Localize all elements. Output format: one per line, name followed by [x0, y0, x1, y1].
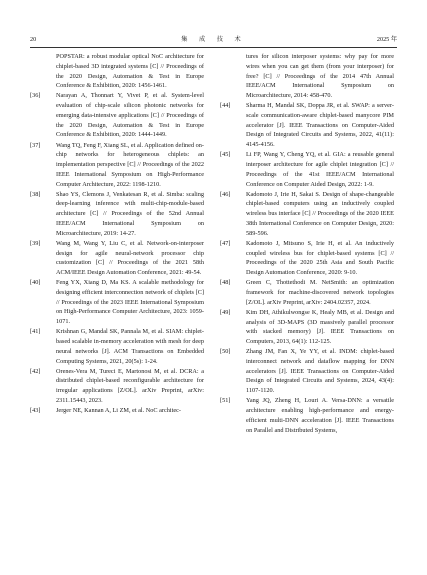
reference-text: tures for silicon interposer systems: why pay for more wires when you can get them (from your interposer) for free? [C] // Proceedings of the 2014 47th Annual IEEE/ACM International Symposium on Microarchitecture, 2014: 458-470. [246, 53, 394, 99]
reference-text: Shao YS, Clemons J, Venkatesan R, et al. Simba: scaling deep-learning inference with multi-chip-module-based architecture [C] // Proceedings of the 52nd Annual IEEE/ACM International Symposium on Microarchitecture, 2019: 14-27. [56, 190, 204, 237]
reference-number: [50] [220, 348, 231, 356]
reference-number: [49] [220, 308, 231, 316]
reference-number: [46] [220, 190, 231, 198]
reference-entry [220, 150, 394, 189]
reference-number: [39] [30, 239, 41, 247]
reference-text: Wang M, Wang Y, Liu C, et al. Network-on-interposer design for agile neural-network processor chip customization [C] // Proceedings of the 2021 58th ACM/IEEE Design Automation Conference, 2021: 49-54. [56, 239, 204, 277]
reference-text: Orenes-Vera M, Tureci E, Martonosi M, et al. DCRA: a distributed chiplet-based reconfigurable architecture for irregular applications [Z/OL]. arXiv Preprint, arXiv: 2311.15443, 2023. [56, 367, 204, 404]
reference-text: Zhang JM, Fan X, Ye YY, et al. INDM: chiplet-based interconnect network and dataflow mapping for DNN accelerators [J]. IEEE Transactions on Computer-Aided Design of Integrated Circuits and Systems, 2024, 43(4): 1107-1120. [246, 348, 394, 395]
reference-text: Kadomoto J, Mitsuno S, Irie H, et al. An inductively coupled wireless bus for chiplet-based systems [C] // Proceedings of the 2020 25th Asia and South Pacific Design Automation Conference, 2020: 9-10. [246, 239, 394, 277]
page-header [30, 34, 397, 46]
reference-entry [220, 101, 394, 150]
reference-text: Kadomoto J, Irie H, Sakai S. Design of shape-changeable chiplet-based computers using an inductively coupled wireless bus interface [C] // Proceedings of the 2020 IEEE 38th International Conference on Computer Design, 2020: 589-596. [246, 190, 394, 237]
reference-text: Green C, Thottethodi M. NetSmith: an optimization framework for machine-discovered network topologies [Z/OL]. arXiv Preprint, arXiv: 2404.02357, 2024. [246, 279, 394, 306]
reference-entry [220, 308, 394, 347]
reference-text: Kim DH, Athikulwongse K, Healy MB, et al. Design and analysis of 3D-MAPS (3D massively parallel processor with stacked memory) [J]. IEEE Transactions on Computers, 2013, 64(1): 112-125. [246, 308, 394, 346]
reference-number: [38] [30, 190, 41, 198]
reference-text: Yang JQ, Zheng H, Louri A. Versa-DNN: a versatile architecture enabling high-performance and energy-efficient multi-DNN acceleration [J]. IEEE Transactions on Parallel and Distributed Systems, [246, 397, 394, 434]
reference-number: [45] [220, 151, 231, 159]
reference-entry [220, 190, 394, 239]
reference-text: Li FP, Wang Y, Cheng YQ, et al. GIA: a reusable general interposer architecture for agile chiplet integration [C] // Proceedings of the 41st IEEE/ACM International Conference on Computer Aided Design, 2022: 1-9. [246, 151, 394, 188]
reference-entry [220, 278, 394, 307]
reference-text: Feng YX, Xiang D, Ma KS. A scalable methodology for designing efficient interconnection network of chiplets [C] // Proceedings of the 2023 IEEE International Symposium on High-Performance Computer Architecture, 2023: 1059-1071. [56, 279, 204, 326]
reference-entry [30, 367, 204, 406]
reference-entry [30, 239, 204, 278]
reference-number: [51] [220, 397, 231, 405]
reference-number: [47] [220, 239, 231, 247]
reference-text: Sharma H, Mandal SK, Doppa JR, et al. SWAP: a server-scale communication-aware chiplet-based manycore PIM accelerator [J]. IEEE Transactions on Computer-Aided Design of Integrated Circuits and Systems, 2022, 41(11): 4145-4156. [246, 102, 394, 149]
reference-number: [48] [220, 279, 231, 287]
reference-entry [220, 347, 394, 396]
reference-entry [30, 52, 204, 91]
page-number: 20 [30, 36, 37, 43]
reference-entry [30, 327, 204, 366]
reference-number: [40] [30, 279, 41, 287]
reference-number: [44] [220, 102, 231, 110]
reference-number: [41] [30, 328, 41, 336]
reference-text: Jerger NE, Kannan A, Li ZM, et al. NoC architec- [56, 407, 182, 415]
publication-year: 2025 年 [376, 36, 397, 43]
reference-entry [220, 239, 394, 278]
reference-text: Krishnan G, Mandal SK, Pannala M, et al. SIAM: chiplet-based scalable in-memory acceleration with mesh for deep neural networks [J]. ACM Transactions on Embedded Computing Systems, 2021, 20(5s): 1-24. [56, 328, 204, 365]
reference-entry [30, 278, 204, 327]
reference-text: Narayan A, Thonnart Y, Vivet P, et al. System-level evaluation of chip-scale silicon photonic networks for emerging data-intensive applications [C] // Proceedings of the 2020 Design, Automation & Test in Europe Conference & Exhibition, 2020: 1444-1449. [56, 92, 204, 139]
header-rule [30, 47, 397, 48]
left-column [30, 52, 204, 416]
journal-title: 集 成 技 术 [181, 36, 246, 43]
reference-entry [30, 406, 204, 416]
reference-text: POPSTAR: a robust modular optical NoC architecture for chiplet-based 3D integrated systems [C] // Proceedings of the 2020 Design, Automation & Test in Europe Conference & Exhibition, 2020: 1456-1461. [56, 53, 204, 90]
reference-entry [30, 141, 204, 190]
right-column [220, 52, 394, 436]
reference-entry [30, 190, 204, 239]
reference-number: [43] [30, 407, 41, 415]
reference-text: Wang TQ, Feng F, Xiang SL, et al. Application defined on-chip networks for heterogeneous chiplets: an implementation perspective [C] // Proceedings of the 2022 IEEE International Symposium on High-Performance Computer Architecture, 2022: 1198-1210. [56, 141, 204, 188]
reference-number: [37] [30, 141, 41, 149]
reference-entry [220, 52, 394, 101]
reference-entry [30, 91, 204, 140]
reference-number: [36] [30, 92, 41, 100]
reference-entry [220, 396, 394, 435]
reference-number: [42] [30, 367, 41, 375]
